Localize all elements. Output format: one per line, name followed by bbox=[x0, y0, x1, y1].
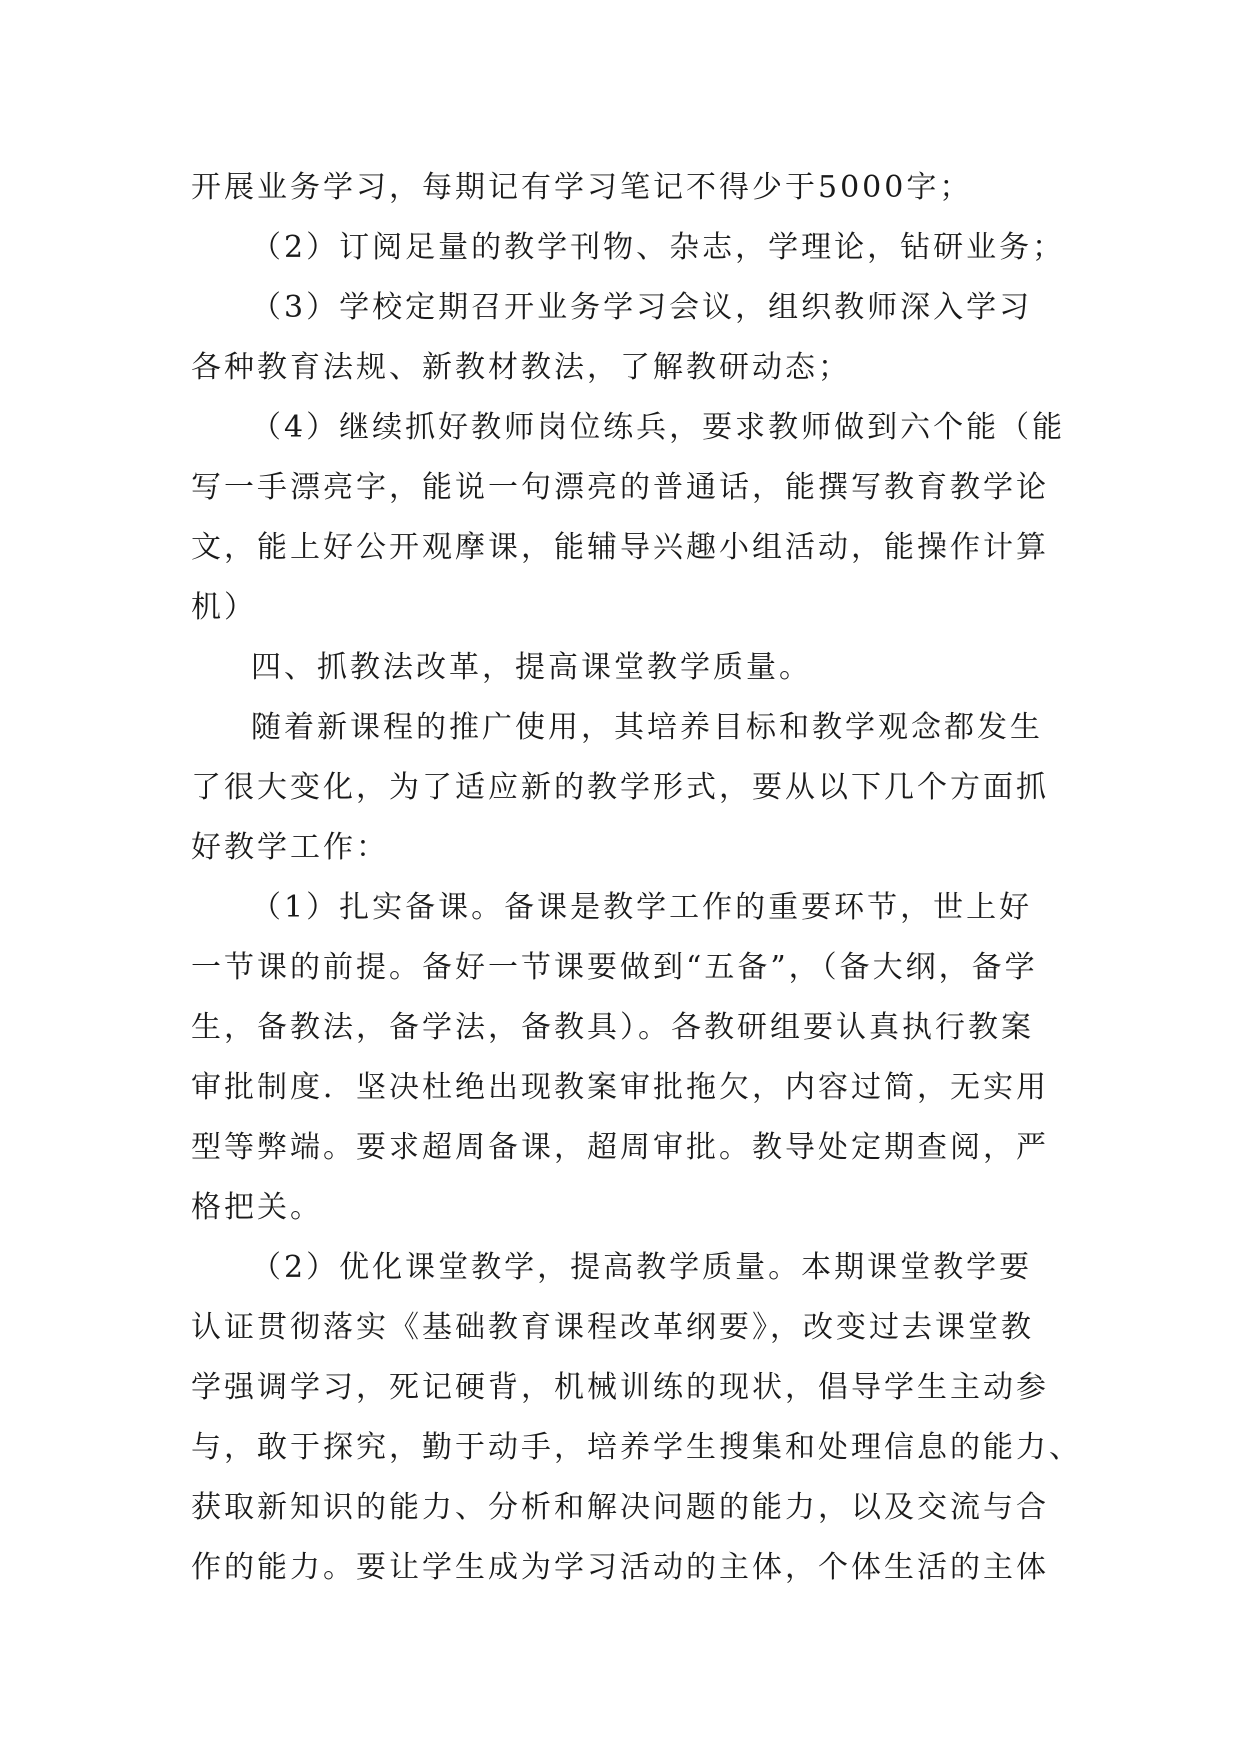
text-line: 文，能上好公开观摩课，能辅导兴趣小组活动，能操作计算 bbox=[191, 530, 1049, 565]
text-line: 获取新知识的能力、分析和解决问题的能力，以及交流与合 bbox=[191, 1490, 1049, 1525]
text-line: （4）继续抓好教师岗位练兵，要求教师做到六个能（能 bbox=[251, 410, 1066, 445]
text-line: 学强调学习，死记硬背，机械训练的现状，倡导学生主动参 bbox=[191, 1370, 1049, 1405]
text-line: （3）学校定期召开业务学习会议，组织教师深入学习 bbox=[251, 290, 1033, 325]
text-line: 各种教育法规、新教材教法，了解教研动态； bbox=[191, 350, 851, 385]
text-line: 随着新课程的推广使用，其培养目标和教学观念都发生 bbox=[251, 710, 1043, 745]
text-line: 机） bbox=[191, 590, 257, 625]
text-line: 生，备教法，备学法，备教具）。各教研组要认真执行教案 bbox=[191, 1010, 1034, 1045]
text-line: 作的能力。要让学生成为学习活动的主体，个体生活的主体 bbox=[191, 1550, 1049, 1585]
text-line: （2）订阅足量的教学刊物、杂志，学理论，钻研业务； bbox=[251, 230, 1066, 265]
text-line: 写一手漂亮字，能说一句漂亮的普通话，能撰写教育教学论 bbox=[191, 470, 1049, 505]
text-line: 型等弊端。要求超周备课，超周审批。教导处定期查阅，严 bbox=[191, 1130, 1049, 1165]
text-line: 审批制度．坚决杜绝出现教案审批拖欠，内容过简，无实用 bbox=[191, 1070, 1049, 1105]
text-line: （1）扎实备课。备课是教学工作的重要环节，世上好 bbox=[251, 890, 1033, 925]
section-heading: 四、抓教法改革，提高课堂教学质量。 bbox=[251, 650, 812, 685]
text-line: 了很大变化，为了适应新的教学形式，要从以下几个方面抓 bbox=[191, 770, 1049, 805]
text-line: 开展业务学习，每期记有学习笔记不得少于5000字； bbox=[191, 170, 973, 205]
text-line: 与，敢于探究，勤于动手，培养学生搜集和处理信息的能力、 bbox=[191, 1430, 1082, 1465]
text-line: 好教学工作： bbox=[191, 830, 389, 865]
text-line: 格把关。 bbox=[191, 1190, 323, 1225]
body-text bbox=[191, 158, 1082, 1598]
text-line: 一节课的前提。备好一节课要做到“五备”，（备大纲，备学 bbox=[191, 950, 1038, 985]
text-line: （2）优化课堂教学，提高教学质量。本期课堂教学要 bbox=[251, 1250, 1033, 1285]
text-line: 认证贯彻落实《基础教育课程改革纲要》，改变过去课堂教 bbox=[191, 1310, 1034, 1345]
